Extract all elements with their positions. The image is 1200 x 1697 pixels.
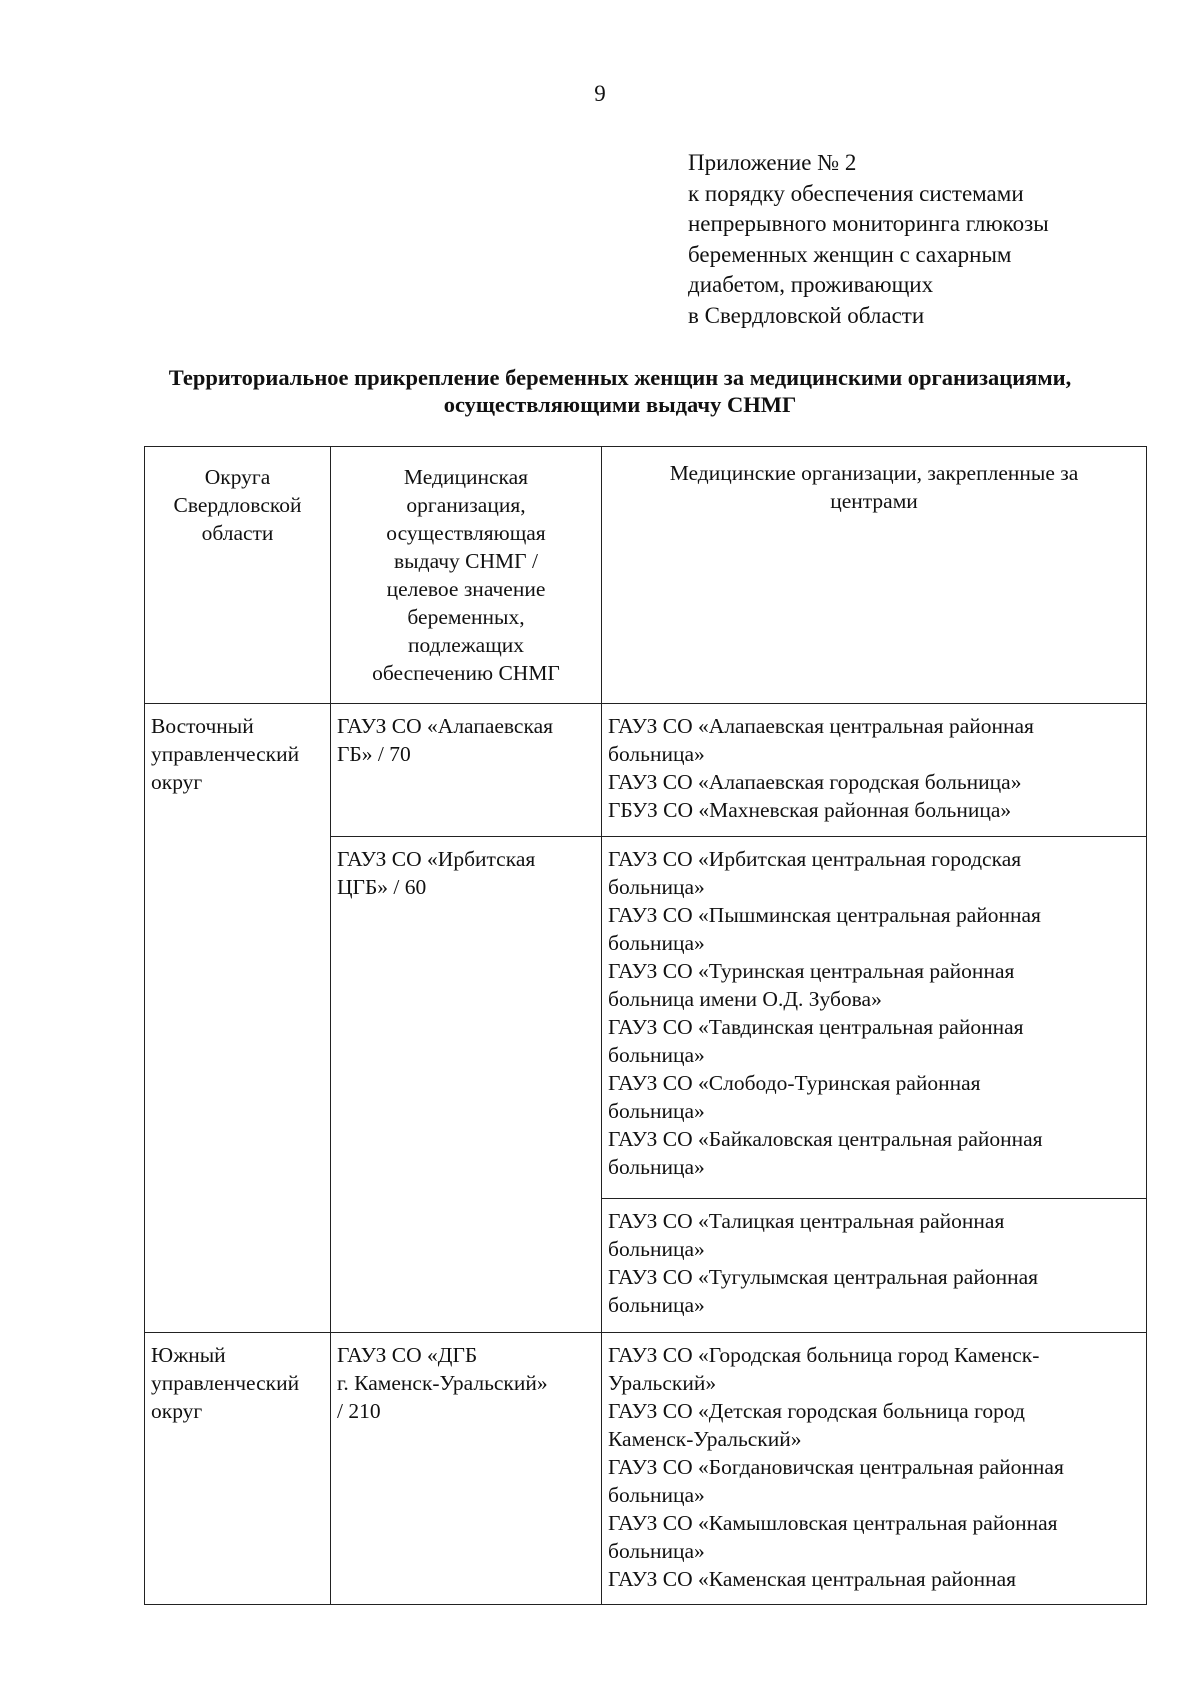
cell-text: ГАУЗ СО «Городская больница город Каменск-: [608, 1343, 1040, 1367]
cell-text: ГАУЗ СО «Ирбитская: [337, 847, 536, 871]
cell-text: Каменск-Уральский»: [608, 1427, 802, 1451]
appendix-note: [688, 148, 1168, 331]
header-text: обеспечению СНМГ: [372, 661, 560, 685]
header-text: Медицинская: [403, 465, 529, 489]
cell-text: больница»: [608, 1043, 705, 1067]
cell-text: ГАУЗ СО «Каменская центральная районная: [608, 1567, 1017, 1591]
cell-text: ГАУЗ СО «Богдановичская центральная районная: [608, 1455, 1064, 1479]
appendix-line: Приложение № 2: [688, 150, 857, 175]
header-text: центрами: [830, 489, 918, 513]
cell-text: ГБ» / 70: [337, 742, 411, 766]
cell-text: г. Каменск-Уральский»: [337, 1371, 548, 1395]
orgs-cell: [602, 1199, 1147, 1333]
center-cell: [331, 837, 602, 1333]
cell-text: больница»: [608, 1237, 705, 1261]
cell-text: больница»: [608, 931, 705, 955]
cell-text: ГАУЗ СО «Алапаевская городская больница»: [608, 770, 1022, 794]
attachment-table: [144, 446, 1147, 1605]
district-cell: [145, 704, 331, 1333]
center-cell: [331, 1333, 602, 1605]
cell-text: больница»: [608, 875, 705, 899]
cell-text: больница»: [608, 1293, 705, 1317]
header-text: Свердловской: [173, 493, 302, 517]
cell-text: ГАУЗ СО «Ирбитская центральная городская: [608, 847, 1022, 871]
appendix-line: диабетом, проживающих: [688, 272, 934, 297]
table-row: [145, 1333, 1147, 1605]
center-cell: [331, 704, 602, 837]
title-line: Территориальное прикрепление беременных женщин за медицинскими организациями,: [168, 365, 1072, 390]
cell-text: Уральский»: [608, 1371, 717, 1395]
header-attached-organizations: [602, 447, 1147, 704]
header-text: осуществляющая: [386, 521, 546, 545]
document-title: [110, 364, 1130, 418]
header-text: организация,: [406, 493, 526, 517]
page-number: 9: [594, 81, 606, 106]
cell-text: ГАУЗ СО «Туринская центральная районная: [608, 959, 1015, 983]
header-center-organization: [331, 447, 602, 704]
cell-text: больница»: [608, 742, 705, 766]
orgs-cell: [602, 837, 1147, 1199]
cell-text: ГАУЗ СО «Алапаевская центральная районная: [608, 714, 1034, 738]
cell-text: управленческий: [151, 1371, 300, 1395]
appendix-line: к порядку обеспечения системами: [688, 180, 1024, 206]
cell-text: больница»: [608, 1155, 705, 1179]
cell-text: ГАУЗ СО «Байкаловская центральная районная: [608, 1127, 1043, 1151]
table-row: [145, 704, 1147, 837]
header-text: области: [201, 521, 274, 545]
cell-text: ГАУЗ СО «Алапаевская: [337, 714, 554, 738]
cell-text: ГАУЗ СО «Тавдинская центральная районная: [608, 1015, 1024, 1039]
header-text: целевое значение: [386, 577, 546, 601]
cell-text: ГАУЗ СО «Пышминская центральная районная: [608, 903, 1041, 927]
cell-text: ГАУЗ СО «Детская городская больница город: [608, 1399, 1025, 1423]
header-districts: [145, 447, 331, 704]
orgs-cell: [602, 704, 1147, 837]
cell-text: управленческий: [151, 742, 300, 766]
table-header-row: [145, 447, 1147, 704]
cell-text: ГАУЗ СО «Талицкая центральная районная: [608, 1209, 1005, 1233]
cell-text: ГБУЗ СО «Махневская районная больница»: [608, 798, 1012, 822]
cell-text: округ: [151, 770, 203, 794]
cell-text: Южный: [151, 1343, 226, 1367]
cell-text: ГАУЗ СО «Слободо-Туринская районная: [608, 1071, 981, 1095]
appendix-line: в Свердловской области: [688, 302, 925, 328]
cell-text: ГАУЗ СО «Камышловская центральная районная: [608, 1511, 1058, 1535]
cell-text: больница»: [608, 1483, 705, 1507]
cell-text: больница имени О.Д. Зубова»: [608, 987, 882, 1011]
cell-text: больница»: [608, 1539, 705, 1563]
header-text: выдачу СНМГ /: [394, 549, 538, 573]
orgs-cell: [602, 1333, 1147, 1605]
cell-text: округ: [151, 1399, 203, 1423]
cell-text: ГАУЗ СО «ДГБ: [337, 1343, 478, 1367]
cell-text: ГАУЗ СО «Тугулымская центральная районная: [608, 1265, 1039, 1289]
title-line: осуществляющими выдачу СНМГ: [443, 392, 797, 417]
cell-text: больница»: [608, 1099, 705, 1123]
header-text: Медицинские организации, закрепленные за: [669, 461, 1079, 485]
appendix-line: беременных женщин с сахарным: [688, 241, 1012, 267]
appendix-line: непрерывного мониторинга глюкозы: [688, 211, 1049, 236]
header-text: Округа: [204, 465, 271, 489]
header-text: подлежащих: [407, 633, 525, 657]
cell-text: ЦГБ» / 60: [337, 875, 427, 899]
district-cell: [145, 1333, 331, 1605]
cell-text: / 210: [337, 1399, 381, 1423]
header-text: беременных,: [407, 605, 525, 629]
cell-text: Восточный: [151, 714, 254, 738]
